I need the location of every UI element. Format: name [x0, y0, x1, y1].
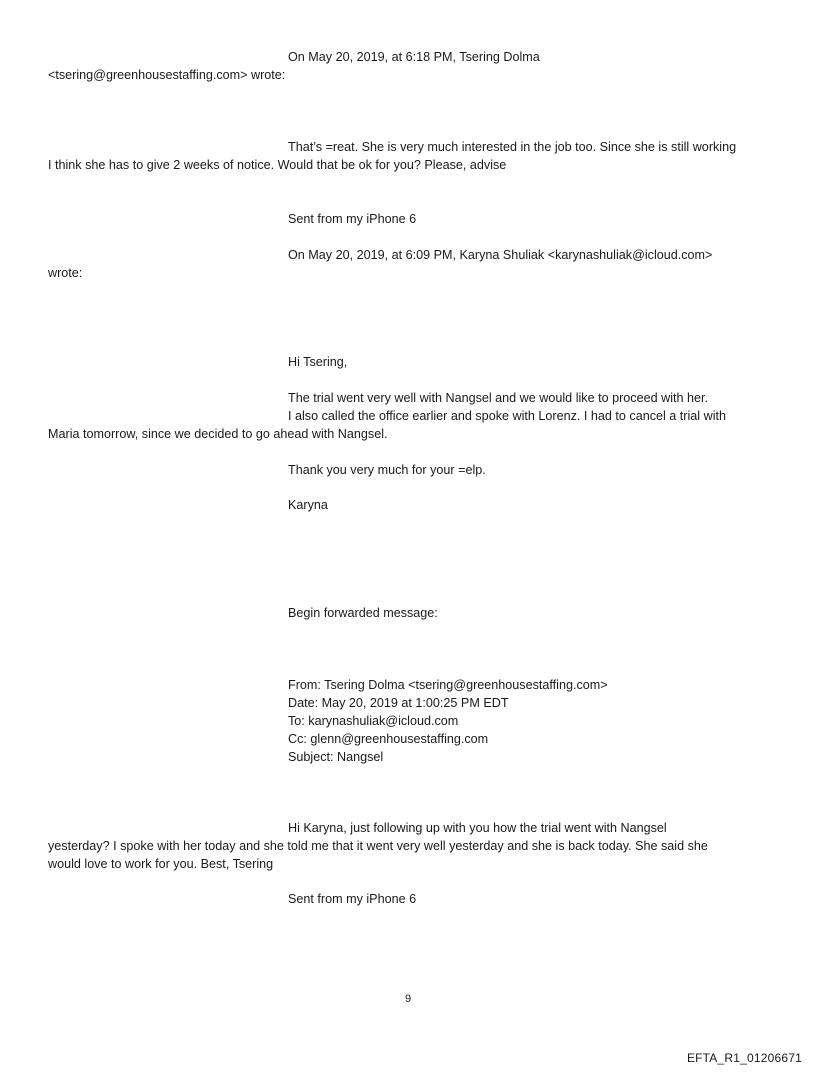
email2-thanks: Thank you very much for your =elp.	[288, 463, 486, 477]
forwarded-to: To: karynashuliak@icloud.com	[288, 714, 459, 728]
email2-header-line1: On May 20, 2019, at 6:09 PM, Karyna Shuliak <karynashuliak@icloud.com>	[288, 248, 713, 262]
bates-number: EFTA_R1_01206671	[686, 1051, 802, 1065]
email2-name: Karyna	[288, 498, 328, 512]
forwarded-body-line1: Hi Karyna, just following up with you how the trial went with Nangsel	[288, 821, 667, 835]
forwarded-cc: Cc: glenn@greenhousestaffing.com	[288, 732, 489, 746]
email2-body-line1: The trial went very well with Nangsel and we would like to proceed with her.	[288, 391, 708, 405]
email1-header-line2: <tsering@greenhousestaffing.com> wrote:	[48, 68, 286, 82]
email1-body-line1: That’s =reat. She is very much interested in the job too. Since she is still working	[288, 140, 737, 154]
forwarded-intro: Begin forwarded message:	[288, 606, 438, 620]
email2-greeting: Hi Tsering,	[288, 355, 348, 369]
email2-body-line3: Maria tomorrow, since we decided to go ahead with Nangsel.	[48, 427, 388, 441]
email2-body-line2: I also called the office earlier and spoke with Lorenz. I had to cancel a trial with	[288, 409, 726, 423]
email1-body-line2: I think she has to give 2 weeks of notice. Would that be ok for you? Please, advise	[48, 158, 507, 172]
page-number: 9	[404, 993, 412, 1005]
email1-signature: Sent from my iPhone 6	[288, 212, 417, 226]
forwarded-date: Date: May 20, 2019 at 1:00:25 PM EDT	[288, 696, 509, 710]
forwarded-body-line3: would love to work for you. Best, Tsering	[48, 857, 274, 871]
email2-header-line2: wrote:	[48, 266, 83, 280]
forwarded-from: From: Tsering Dolma <tsering@greenhousestaffing.com>	[288, 678, 608, 692]
forwarded-signature: Sent from my iPhone 6	[288, 892, 417, 906]
forwarded-body-line2: yesterday? I spoke with her today and she told me that it went very well yesterday and she is back today. She said she	[48, 839, 708, 853]
forwarded-subject: Subject: Nangsel	[288, 750, 384, 764]
email1-header-line1: On May 20, 2019, at 6:18 PM, Tsering Dolma	[288, 50, 540, 64]
